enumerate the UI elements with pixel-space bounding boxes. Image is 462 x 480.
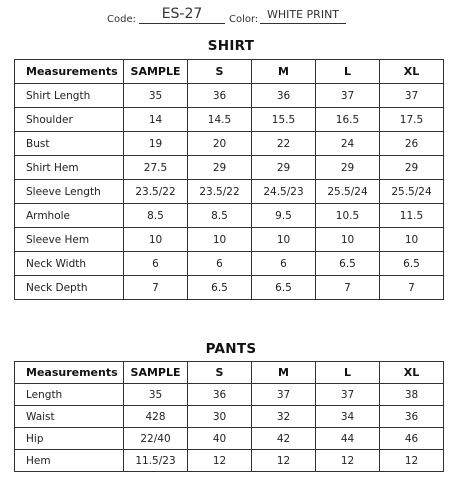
table-cell: 37 (316, 84, 380, 108)
table-cell: 36 (380, 406, 444, 428)
row-label: Armhole (15, 204, 124, 228)
row-label: Hem (15, 450, 124, 472)
table-cell: 8.5 (124, 204, 188, 228)
row-label: Sleeve Length (15, 180, 124, 204)
table-cell: 24.5/23 (252, 180, 316, 204)
table-cell: 19 (124, 132, 188, 156)
table-row (15, 252, 444, 276)
table-cell: 42 (252, 428, 316, 450)
table-row (15, 156, 444, 180)
table-cell: 12 (380, 450, 444, 472)
table-header-row (15, 60, 444, 84)
table-cell: 14 (124, 108, 188, 132)
table-cell: 14.5 (188, 108, 252, 132)
code-label: Code: (107, 14, 136, 25)
table-cell: 25.5/24 (380, 180, 444, 204)
table-cell: 6 (188, 252, 252, 276)
row-label: Sleeve Hem (15, 228, 124, 252)
table-cell: 40 (188, 428, 252, 450)
table-cell: 29 (380, 156, 444, 180)
table-cell: 10 (252, 228, 316, 252)
table-cell: 36 (188, 84, 252, 108)
table-row (15, 428, 444, 450)
table-cell: 27.5 (124, 156, 188, 180)
column-header: SAMPLE (124, 60, 188, 84)
pants-section-title: PANTS (205, 341, 257, 357)
table-cell: 16.5 (316, 108, 380, 132)
table-cell: 29 (316, 156, 380, 180)
row-label: Shirt Hem (15, 156, 124, 180)
table-cell: 26 (380, 132, 444, 156)
column-header: S (188, 60, 252, 84)
table-cell: 15.5 (252, 108, 316, 132)
column-header: Measurements (15, 60, 124, 84)
table-cell: 7 (124, 276, 188, 300)
table-row (15, 384, 444, 406)
column-header: L (316, 60, 380, 84)
table-cell: 37 (252, 384, 316, 406)
code-value: ES-27 (139, 6, 225, 24)
table-cell: 6.5 (380, 252, 444, 276)
row-label: Shirt Length (15, 84, 124, 108)
shirt-section-title: SHIRT (207, 38, 255, 54)
table-cell: 6 (252, 252, 316, 276)
table-header-row (15, 362, 444, 384)
table-cell: 10 (316, 228, 380, 252)
table-cell: 25.5/24 (316, 180, 380, 204)
table-cell: 37 (316, 384, 380, 406)
table-row (15, 228, 444, 252)
table-cell: 11.5 (380, 204, 444, 228)
color-value: WHITE PRINT (260, 6, 346, 24)
table-cell: 6.5 (252, 276, 316, 300)
table-cell: 36 (188, 384, 252, 406)
row-label: Waist (15, 406, 124, 428)
table-cell: 9.5 (252, 204, 316, 228)
table-cell: 6.5 (188, 276, 252, 300)
column-header: M (252, 60, 316, 84)
table-cell: 12 (188, 450, 252, 472)
table-cell: 38 (380, 384, 444, 406)
table-row (15, 84, 444, 108)
table-cell: 7 (316, 276, 380, 300)
table-cell: 10 (124, 228, 188, 252)
table-cell: 30 (188, 406, 252, 428)
column-header: Measurements (15, 362, 124, 384)
table-cell: 6.5 (316, 252, 380, 276)
table-row (15, 406, 444, 428)
table-cell: 46 (380, 428, 444, 450)
row-label: Neck Width (15, 252, 124, 276)
table-row (15, 450, 444, 472)
pants-size-table (14, 361, 444, 472)
table-row (15, 276, 444, 300)
row-label: Length (15, 384, 124, 406)
column-header: XL (380, 60, 444, 84)
table-row (15, 180, 444, 204)
table-cell: 22 (252, 132, 316, 156)
row-label: Shoulder (15, 108, 124, 132)
table-cell: 10.5 (316, 204, 380, 228)
table-cell: 37 (380, 84, 444, 108)
column-header: XL (380, 362, 444, 384)
table-cell: 17.5 (380, 108, 444, 132)
table-cell: 23.5/22 (188, 180, 252, 204)
table-cell: 12 (316, 450, 380, 472)
table-cell: 6 (124, 252, 188, 276)
column-header: L (316, 362, 380, 384)
table-row (15, 108, 444, 132)
table-cell: 29 (252, 156, 316, 180)
row-label: Bust (15, 132, 124, 156)
table-cell: 24 (316, 132, 380, 156)
table-cell: 44 (316, 428, 380, 450)
column-header: M (252, 362, 316, 384)
table-row (15, 204, 444, 228)
row-label: Hip (15, 428, 124, 450)
table-cell: 35 (124, 384, 188, 406)
table-cell: 7 (380, 276, 444, 300)
shirt-size-table (14, 59, 444, 300)
row-label: Neck Depth (15, 276, 124, 300)
table-row (15, 132, 444, 156)
table-cell: 32 (252, 406, 316, 428)
column-header: S (188, 362, 252, 384)
table-cell: 11.5/23 (124, 450, 188, 472)
table-cell: 23.5/22 (124, 180, 188, 204)
table-cell: 22/40 (124, 428, 188, 450)
table-cell: 8.5 (188, 204, 252, 228)
column-header: SAMPLE (124, 362, 188, 384)
table-cell: 29 (188, 156, 252, 180)
table-cell: 10 (188, 228, 252, 252)
table-cell: 12 (252, 450, 316, 472)
color-label: Color: (229, 14, 259, 25)
table-cell: 35 (124, 84, 188, 108)
table-cell: 20 (188, 132, 252, 156)
table-cell: 10 (380, 228, 444, 252)
table-cell: 428 (124, 406, 188, 428)
table-cell: 36 (252, 84, 316, 108)
table-cell: 34 (316, 406, 380, 428)
